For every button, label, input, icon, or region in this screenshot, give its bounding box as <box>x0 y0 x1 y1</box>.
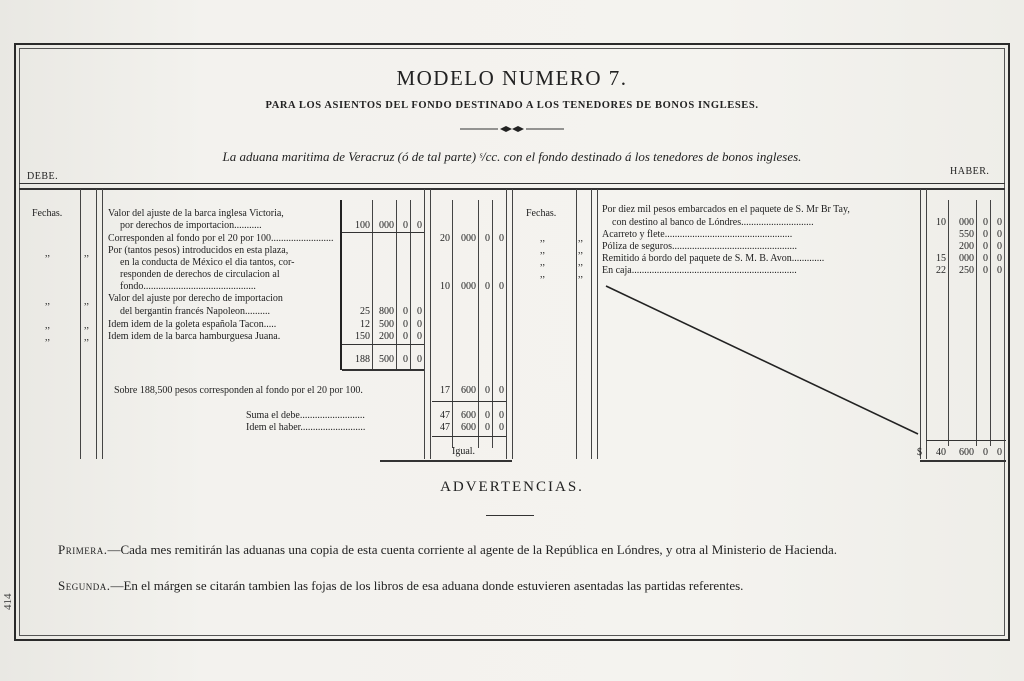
dollar-sign: $ <box>917 447 922 458</box>
segunda-note <box>58 577 988 594</box>
amount-reales: 0 <box>403 331 408 342</box>
ditto-mark: ,, <box>45 248 50 259</box>
amount-pesos: 150 <box>355 331 370 342</box>
amount-reales: 0 <box>485 410 490 421</box>
amount-pesos: 17 <box>440 385 450 396</box>
amount-reales: 0 <box>485 281 490 292</box>
amount-units: 600 <box>461 422 476 433</box>
amount-pesos-total: 40 <box>936 447 946 458</box>
debe-entry-line: Valor del ajuste por derecho de importacion <box>108 293 283 304</box>
amount-units: 000 <box>461 233 476 244</box>
amount-granos: 0 <box>997 217 1002 228</box>
amount-pesos: 100 <box>355 220 370 231</box>
advertencias-title: ADVERTENCIAS. <box>440 479 584 495</box>
debe-entry-line: en la conducta de México el dia tantos, cor- <box>120 257 295 268</box>
amount-reales: 0 <box>983 241 988 252</box>
amount-units: 550 <box>959 229 974 240</box>
amount-units-total: 500 <box>379 354 394 365</box>
amount-granos: 0 <box>499 281 504 292</box>
debe-entry-line: responden de derechos de circulacion al <box>120 269 280 280</box>
model-title: MODELO NUMERO 7. <box>396 66 628 90</box>
amount-underline <box>342 369 424 371</box>
debe-entry-line: Valor del ajuste de la barca inglesa Victoria, <box>108 208 284 219</box>
amount-units: 200 <box>379 331 394 342</box>
amount-units: 000 <box>461 281 476 292</box>
haber-entry-line: En caja.................................................................. <box>602 265 797 276</box>
ditto-mark: ,, <box>84 332 89 343</box>
amount-pesos: 10 <box>936 217 946 228</box>
debe-entry-line: Corresponden al fondo por el 20 por 100......................... <box>108 233 334 244</box>
haber-entry-line: con destino al banco de Lóndres............................. <box>612 217 814 228</box>
amount-underline <box>342 344 424 345</box>
amount-pesos: 47 <box>440 422 450 433</box>
amount-reales-total: 0 <box>983 447 988 458</box>
haber-closing-rule <box>920 460 1006 462</box>
ditto-mark: ,, <box>578 245 583 256</box>
debe-fechas-header: Fechas. <box>32 208 63 219</box>
amount-granos-total: 0 <box>997 447 1002 458</box>
amount-granos: 0 <box>417 220 422 231</box>
account-heading: La aduana maritima de Veracruz (ó de tal parte) ˢ/cc. con el fondo destinado á los tenedores de bonos ingleses. <box>222 149 802 164</box>
debe-entry-line: Por (tantos pesos) introducidos en esta plaza, <box>108 245 289 256</box>
debe-entry-line: Idem idem de la barca hamburguesa Juana. <box>108 331 281 342</box>
amount-units: 500 <box>379 319 394 330</box>
haber-entry-line: Póliza de seguros.................................................. <box>602 241 797 252</box>
haber-label: HABER. <box>950 166 990 177</box>
amount-granos: 0 <box>417 306 422 317</box>
ditto-mark: ,, <box>45 320 50 331</box>
page-number: 414 <box>2 593 14 610</box>
amount-units: 600 <box>461 385 476 396</box>
primera-note <box>58 541 988 558</box>
model-subtitle: PARA LOS ASIENTOS DEL FONDO DESTINADO A LOS TENEDORES DE BONOS INGLESES. <box>265 100 759 111</box>
ditto-mark: ,, <box>45 296 50 307</box>
amount-pesos: 25 <box>360 306 370 317</box>
segunda-label: Segunda. <box>58 578 111 593</box>
haber-total-rule <box>926 440 1006 441</box>
debe-desc-col-line <box>102 189 103 459</box>
haber-fechas-col-line <box>591 189 592 459</box>
ditto-mark: ,, <box>578 257 583 268</box>
amount-units: 200 <box>959 241 974 252</box>
ditto-mark: ,, <box>540 269 545 280</box>
haber-entry-line: Remitido á bordo del paquete de S. M. B. Avon............. <box>602 253 825 264</box>
debe-fechas-col-line <box>96 189 97 459</box>
ditto-mark: ,, <box>578 269 583 280</box>
sobre-line: Sobre 188,500 pesos corresponden al fondo por el 20 por 100. <box>114 385 363 396</box>
debe-entry-line: Idem idem de la goleta española Tacon..... <box>108 319 277 330</box>
amount-pesos: 47 <box>440 410 450 421</box>
amount-granos: 0 <box>997 265 1002 276</box>
ditto-mark: ,, <box>540 257 545 268</box>
amount-reales: 0 <box>403 319 408 330</box>
primera-label: Primera. <box>58 542 108 557</box>
haber-entry-line: Por diez mil pesos embarcados en el paquete de S. Mr Br Tay, <box>602 204 850 215</box>
amount-granos-total: 0 <box>417 354 422 365</box>
amount-granos: 0 <box>499 233 504 244</box>
haber-fechas-col-line <box>576 189 577 459</box>
amount-units-total: 600 <box>959 447 974 458</box>
amount-granos: 0 <box>417 331 422 342</box>
amount-pesos: 20 <box>440 233 450 244</box>
amount-granos: 0 <box>997 241 1002 252</box>
ditto-mark: ,, <box>578 233 583 244</box>
amount-reales-total: 0 <box>403 354 408 365</box>
debe-outer-col-line <box>430 189 431 459</box>
ornament-divider <box>460 124 564 134</box>
amount-granos: 0 <box>997 229 1002 240</box>
amount-reales: 0 <box>983 265 988 276</box>
ditto-mark: ,, <box>540 233 545 244</box>
amount-granos: 0 <box>417 319 422 330</box>
amount-granos: 0 <box>499 422 504 433</box>
amount-reales: 0 <box>983 217 988 228</box>
amount-units: 000 <box>379 220 394 231</box>
amount-reales: 0 <box>403 220 408 231</box>
amount-reales: 0 <box>403 306 408 317</box>
debe-label: DEBE. <box>27 171 59 182</box>
amount-reales: 0 <box>485 422 490 433</box>
amount-reales: 0 <box>983 229 988 240</box>
ditto-mark: ,, <box>540 245 545 256</box>
amount-granos: 0 <box>499 410 504 421</box>
idem-haber-line: Idem el haber.......................... <box>246 422 366 433</box>
amount-underline <box>432 436 506 437</box>
amount-underline <box>432 401 506 402</box>
debe-entry-line: por derechos de importacion........... <box>120 220 262 231</box>
amount-units: 600 <box>461 410 476 421</box>
amount-granos: 0 <box>997 253 1002 264</box>
debe-outer-col-line <box>506 189 507 459</box>
amount-pesos: 12 <box>360 319 370 330</box>
debe-entry-line: fondo............................................. <box>120 281 256 292</box>
amount-reales: 0 <box>485 233 490 244</box>
haber-desc-col-line <box>597 189 598 459</box>
primera-text: —Cada mes remitirán las aduanas una copia de esta cuenta corriente al agente de la República en Lóndres, y otra al Ministerio de Hacienda. <box>107 542 837 557</box>
debe-fechas-col-line <box>80 189 81 459</box>
igual-label: Igual. <box>452 446 476 457</box>
ditto-mark: ,, <box>84 320 89 331</box>
amount-pesos: 10 <box>440 281 450 292</box>
debe-closing-rule <box>380 460 512 462</box>
amount-reales: 0 <box>983 253 988 264</box>
amount-pesos: 22 <box>936 265 946 276</box>
amount-pesos: 15 <box>936 253 946 264</box>
amount-reales: 0 <box>485 385 490 396</box>
amount-units: 000 <box>959 217 974 228</box>
amount-units: 250 <box>959 265 974 276</box>
amount-units: 000 <box>959 253 974 264</box>
debe-entry-line: del bergantin francés Napoleon.......... <box>120 306 271 317</box>
haber-entry-line: Acarreto y flete................................................... <box>602 229 793 240</box>
segunda-text: —En el márgen se citarán tambien las fojas de los libros de esa aduana donde estuvieren asentadas las partidas referentes. <box>110 578 744 593</box>
haber-fechas-header: Fechas. <box>526 208 557 219</box>
amount-underline <box>342 232 424 233</box>
advertencias-divider <box>486 515 534 516</box>
header-rule-top <box>19 183 1005 184</box>
amount-granos: 0 <box>499 385 504 396</box>
ditto-mark: ,, <box>45 332 50 343</box>
ditto-mark: ,, <box>84 296 89 307</box>
debe-outer-col-line <box>512 189 513 459</box>
suma-debe-line: Suma el debe.......................... <box>246 410 365 421</box>
ditto-mark: ,, <box>84 248 89 259</box>
amount-units: 800 <box>379 306 394 317</box>
debe-outer-col-line <box>424 189 425 459</box>
amount-pesos-total: 188 <box>355 354 370 365</box>
cancel-diagonal-line <box>600 280 930 440</box>
